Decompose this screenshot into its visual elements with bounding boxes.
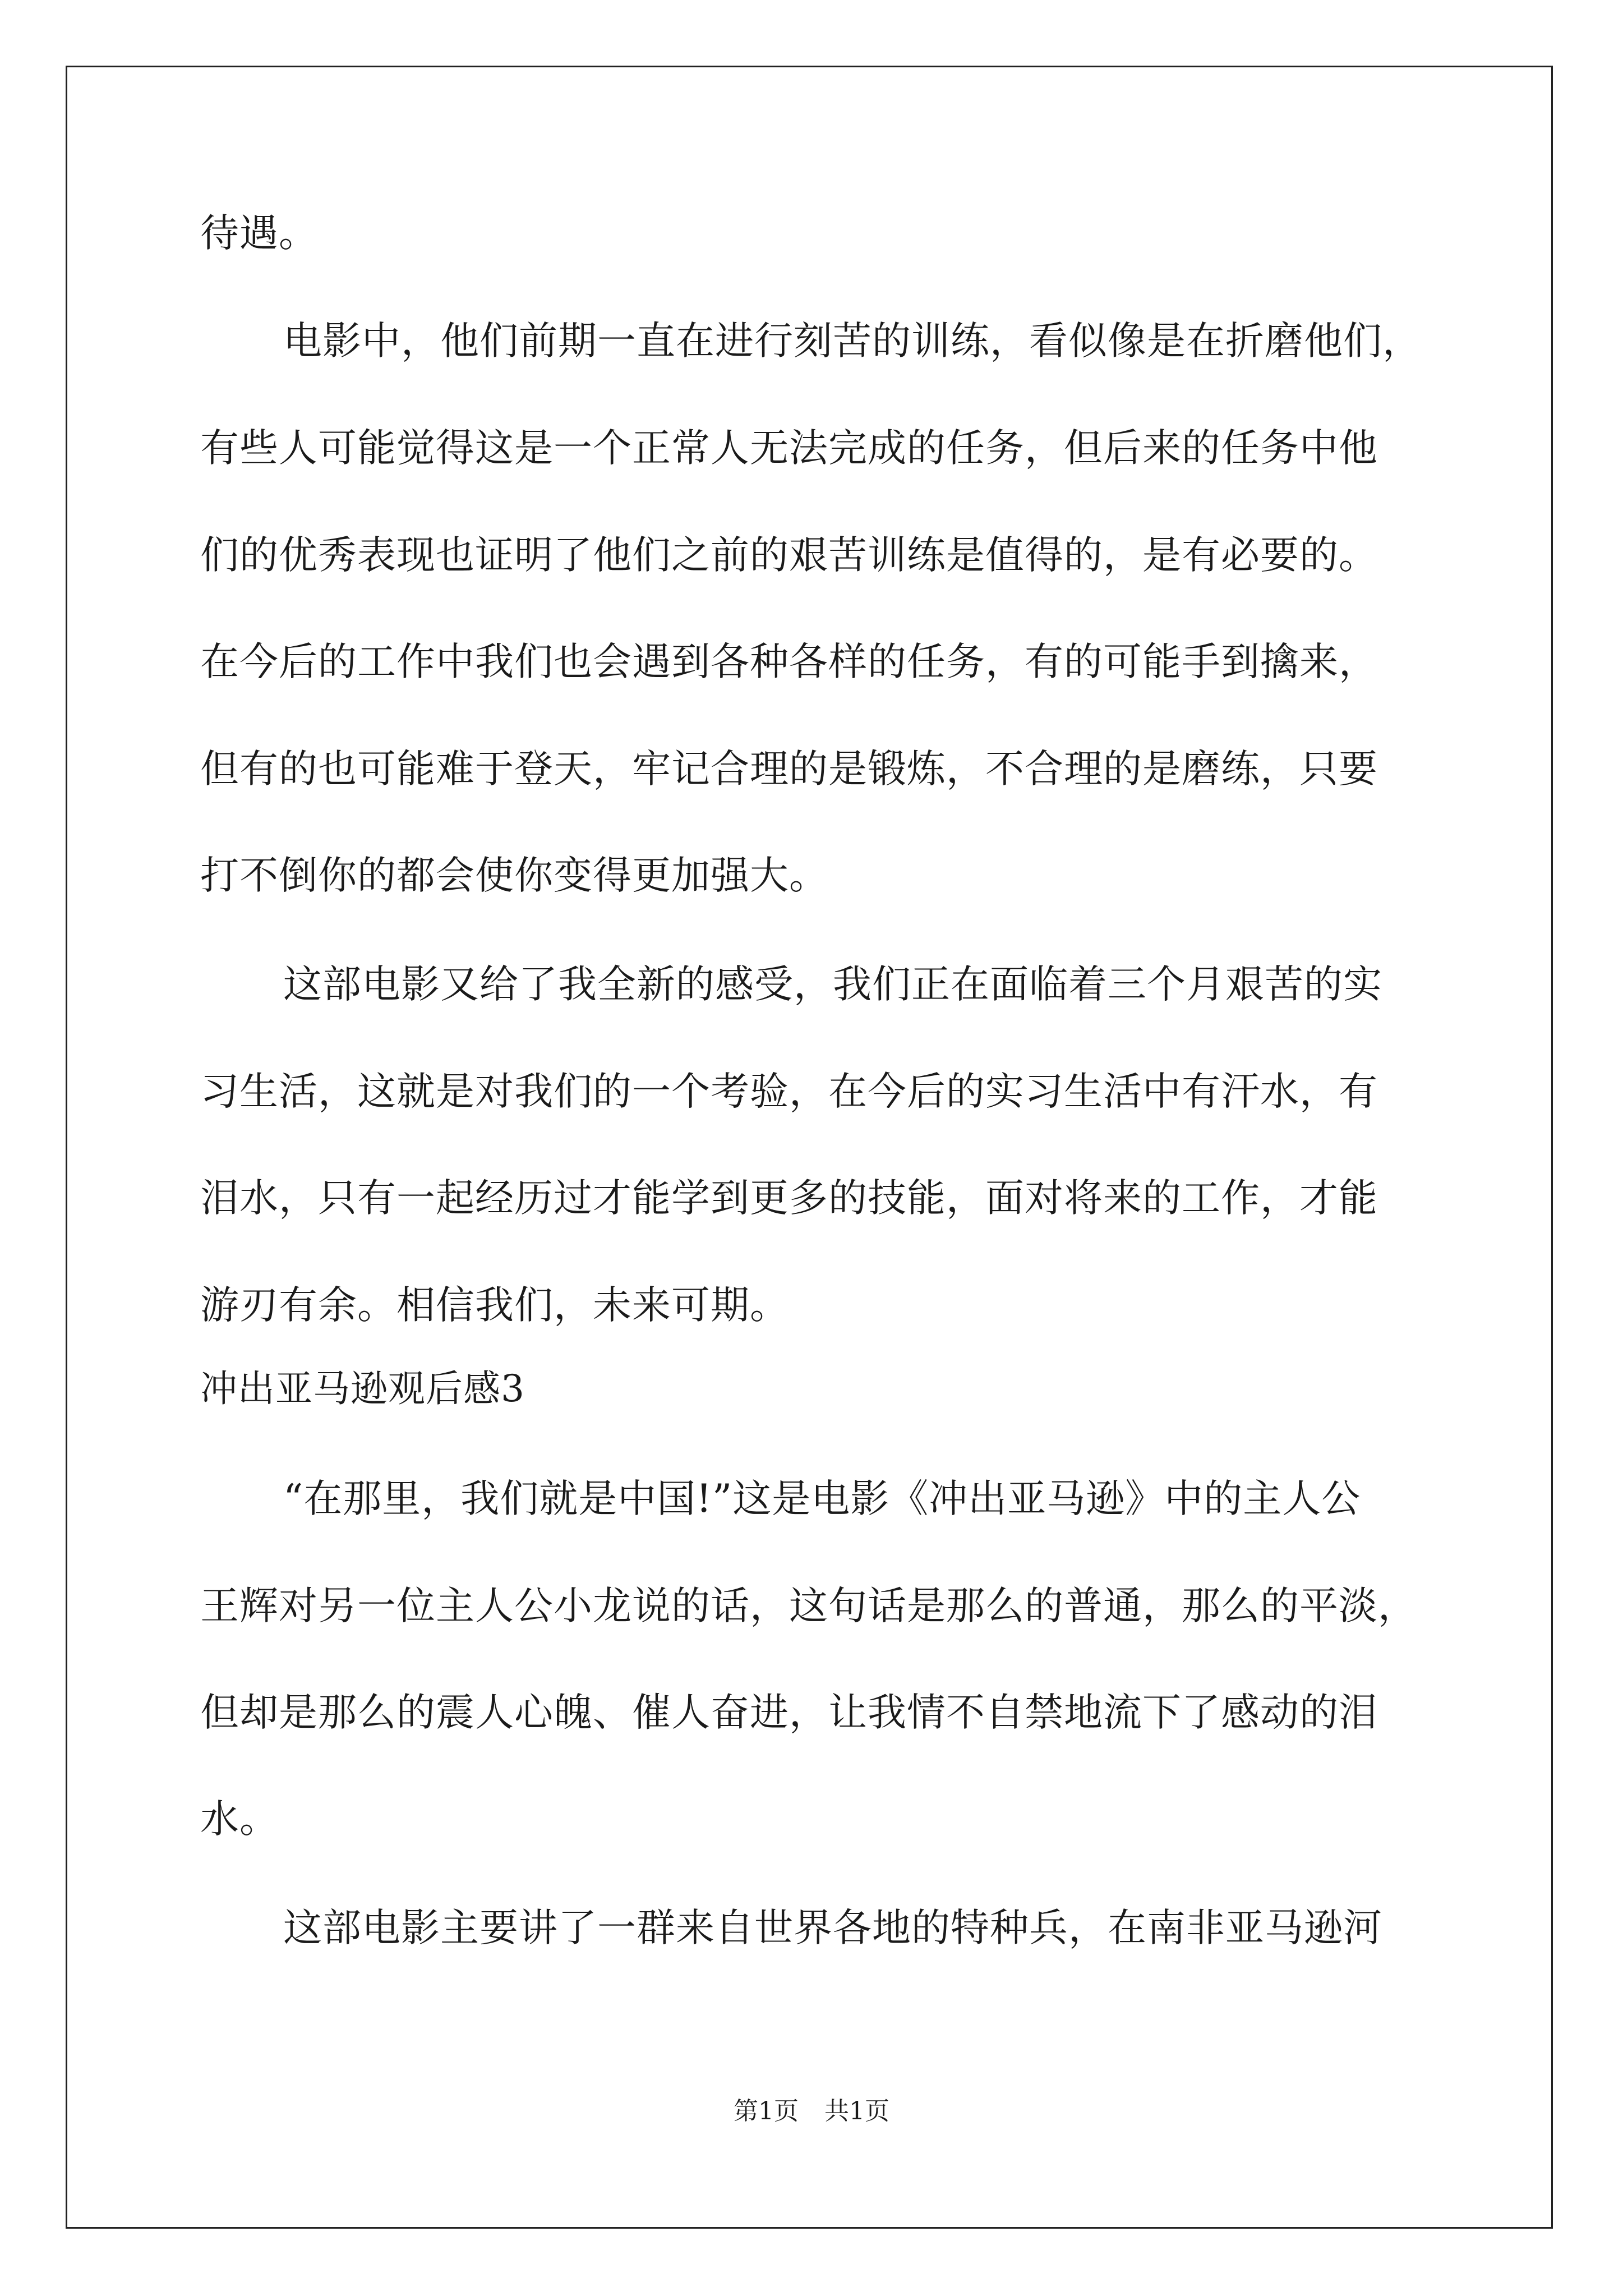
paragraph-line: 习生活，这就是对我们的一个考验，在今后的实习生活中有汗水，有	[200, 1069, 1378, 1114]
paragraph-line: 水。	[200, 1797, 279, 1842]
paragraph-line: 泪水，只有一起经历过才能学到更多的技能，面对将来的工作，才能	[200, 1176, 1378, 1221]
paragraph-line: 有些人可能觉得这是一个正常人无法完成的任务，但后来的任务中他	[200, 426, 1378, 471]
paragraph-line: 在今后的工作中我们也会遇到各种各样的任务，有的可能手到擒来，	[200, 639, 1378, 684]
page-number: 第1页	[734, 2097, 799, 2125]
paragraph-line: 们的优秀表现也证明了他们之前的艰苦训练是值得的，是有必要的。	[200, 533, 1378, 578]
paragraph-line: 打不倒你的都会使你变得更加强大。	[200, 853, 828, 898]
paragraph-line: “在那里，我们就是中国!”这是电影《冲出亚马逊》中的主人公	[283, 1476, 1361, 1521]
paragraph-line: 电影中，他们前期一直在进行刻苦的训练，看似像是在折磨他们，	[283, 319, 1422, 364]
page-total: 共1页	[824, 2097, 889, 2125]
page-footer	[0, 2095, 1623, 2128]
page-border	[66, 66, 1553, 2229]
paragraph-line: 但却是那么的震人心魄、催人奋进，让我情不自禁地流下了感动的泪	[200, 1690, 1378, 1735]
paragraph-line: 但有的也可能难于登天，牢记合理的是锻炼，不合理的是磨练，只要	[200, 747, 1378, 792]
paragraph-line: 游刃有余。相信我们，未来可期。	[200, 1283, 789, 1328]
paragraph-line: 这部电影主要讲了一群来自世界各地的特种兵，在南非亚马逊河	[283, 1906, 1382, 1950]
section-heading: 冲出亚马逊观后感3	[200, 1367, 525, 1410]
paragraph-line: 待遇。	[200, 211, 318, 256]
paragraph-line: 这部电影又给了我全新的感受，我们正在面临着三个月艰苦的实	[283, 962, 1382, 1007]
paragraph-line: 王辉对另一位主人公小龙说的话，这句话是那么的普通，那么的平淡，	[200, 1584, 1417, 1628]
